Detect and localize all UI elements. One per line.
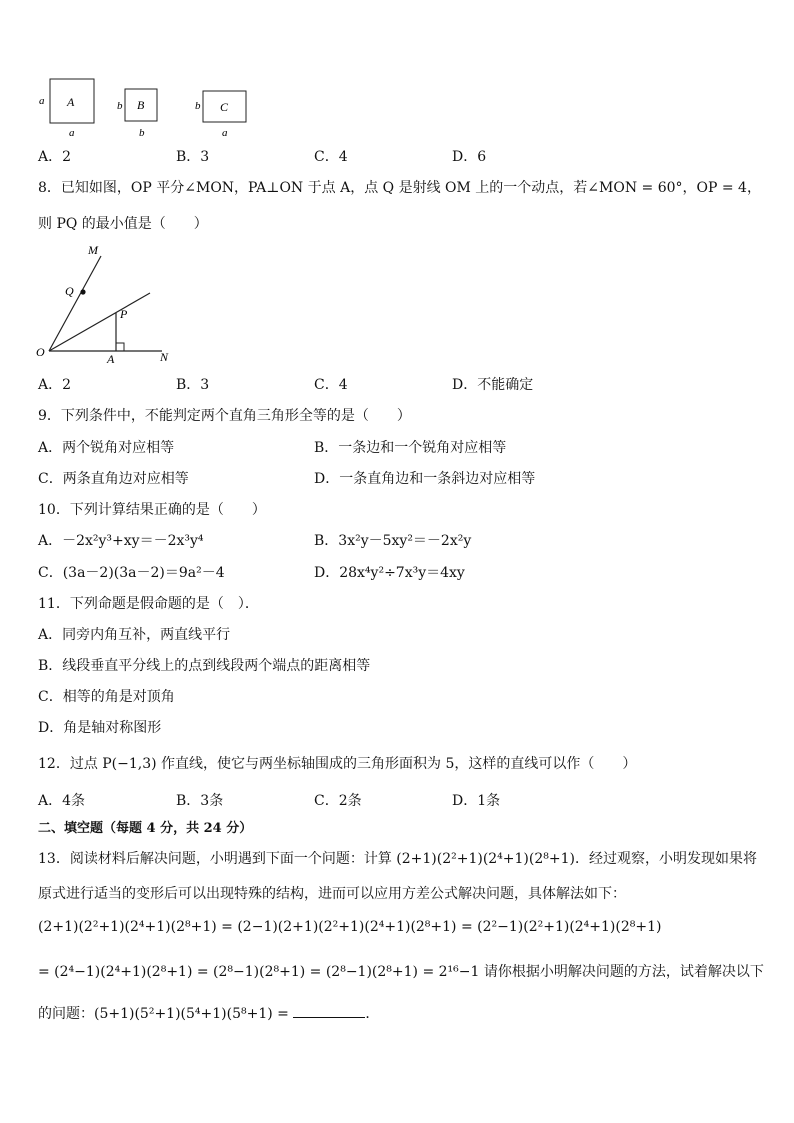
q11-option-b: B．线段垂直平分线上的点到线段两个端点的距离相等 <box>38 658 371 674</box>
q13-question-text: 的问题：(5+1)(5²+1)(5⁴+1)(5⁸+1) = <box>38 1006 289 1022</box>
q10-option-c: C．(3a－2)(3a－2)＝9a²－4 <box>38 565 225 581</box>
q8-option-b: B．3 <box>176 377 210 393</box>
label-o: O <box>36 345 45 359</box>
q13-equation-line1: (2+1)(2²+1)(2⁴+1)(2⁸+1) = (2−1)(2+1)(2²+1)(2⁴+1)(2⁸+1) = (2²−1)(2²+1)(2⁴+1)(2⁸+1) <box>38 919 662 935</box>
q13-line2: 原式进行适当的变形后可以出现特殊的结构，进而可以应用方差公式解决问题，具体解法如下： <box>38 886 626 902</box>
q8-option-c: C．4 <box>314 377 348 393</box>
section-heading: 二、填空题（每题 4 分，共 24 分） <box>38 821 253 836</box>
right-angle-mark <box>116 343 124 351</box>
q12-option-c: C．2条 <box>314 793 362 809</box>
q9-option-a: A．两个锐角对应相等 <box>38 440 175 456</box>
q9-option-b: B．一条边和一个锐角对应相等 <box>314 440 507 456</box>
rect-c-letter: C <box>220 100 229 114</box>
label-a: A <box>107 352 115 366</box>
square-a-side: a <box>39 95 45 107</box>
square-b-bottom: b <box>139 127 145 139</box>
q13-question-line <box>38 1003 379 1023</box>
square-b-letter: B <box>137 98 145 112</box>
q10-option-b: B．3x²y－5xy²＝－2x²y <box>314 533 472 549</box>
point-q <box>80 289 85 294</box>
q9-stem: 9．下列条件中，不能判定两个直角三角形全等的是（ ） <box>38 408 411 424</box>
q11-option-d: D．角是轴对称图形 <box>38 720 162 736</box>
q12-option-a: A．4条 <box>38 793 86 809</box>
q13-equation-line2: = (2⁴−1)(2⁴+1)(2⁸+1) = (2⁸−1)(2⁸+1) = (2⁸−1)(2⁸+1) = 2¹⁶−1 请你根据小明解决问题的方法，试着解决以下 <box>38 964 764 980</box>
q9-option-c: C．两条直角边对应相等 <box>38 471 189 487</box>
square-a-letter: A <box>67 95 75 109</box>
q7-figure <box>36 76 266 140</box>
q8-stem-line1: 8．已知如图，OP 平分∠MON，PA⊥ON 于点 A，点 Q 是射线 OM 上的一个动点，若∠MON = 60°，OP = 4， <box>38 180 761 196</box>
square-a-bottom: a <box>69 127 75 139</box>
q8-figure <box>32 240 182 368</box>
rect-c-side: b <box>195 100 201 112</box>
q10-stem: 10．下列计算结果正确的是（ ） <box>38 502 266 518</box>
label-p: P <box>120 307 128 321</box>
ray-op <box>49 293 150 351</box>
q9-option-d: D．一条直角边和一条斜边对应相等 <box>314 471 536 487</box>
q11-option-c: C．相等的角是对顶角 <box>38 689 175 705</box>
q10-option-d: D．28x⁴y²÷7x³y＝4xy <box>314 565 465 581</box>
label-q: Q <box>65 284 74 298</box>
q8-option-a: A．2 <box>38 377 72 393</box>
q11-option-a: A．同旁内角互补，两直线平行 <box>38 627 231 643</box>
q12-stem: 12．过点 P(−1,3) 作直线，使它与两坐标轴围成的三角形面积为 5，这样的直线可以作（ ） <box>38 756 637 772</box>
label-n: N <box>160 350 169 364</box>
q12-option-b: B．3条 <box>176 793 224 809</box>
label-m: M <box>88 243 98 257</box>
rect-c-bottom: a <box>222 127 228 139</box>
q7-option-a: A．2 <box>38 149 72 165</box>
square-b-side: b <box>117 100 123 112</box>
q8-option-d: D．不能确定 <box>452 377 534 393</box>
q11-stem: 11．下列命题是假命题的是（ ）． <box>38 596 259 612</box>
q13-question-end: ． <box>365 1006 380 1022</box>
q12-option-d: D．1条 <box>452 793 501 809</box>
q10-option-a: A．－2x²y³+xy＝－2x³y⁴ <box>38 533 204 549</box>
q13-line1: 13．阅读材料后解决问题，小明遇到下面一个问题：计算 (2+1)(2²+1)(2⁴+1)(2⁸+1)．经过观察，小明发现如果将 <box>38 851 757 867</box>
q8-stem-line2: 则 PQ 的最小值是（ ） <box>38 216 208 232</box>
q7-option-d: D．6 <box>452 149 487 165</box>
q7-option-b: B．3 <box>176 149 210 165</box>
answer-blank[interactable] <box>293 1003 365 1018</box>
q7-option-c: C．4 <box>314 149 348 165</box>
